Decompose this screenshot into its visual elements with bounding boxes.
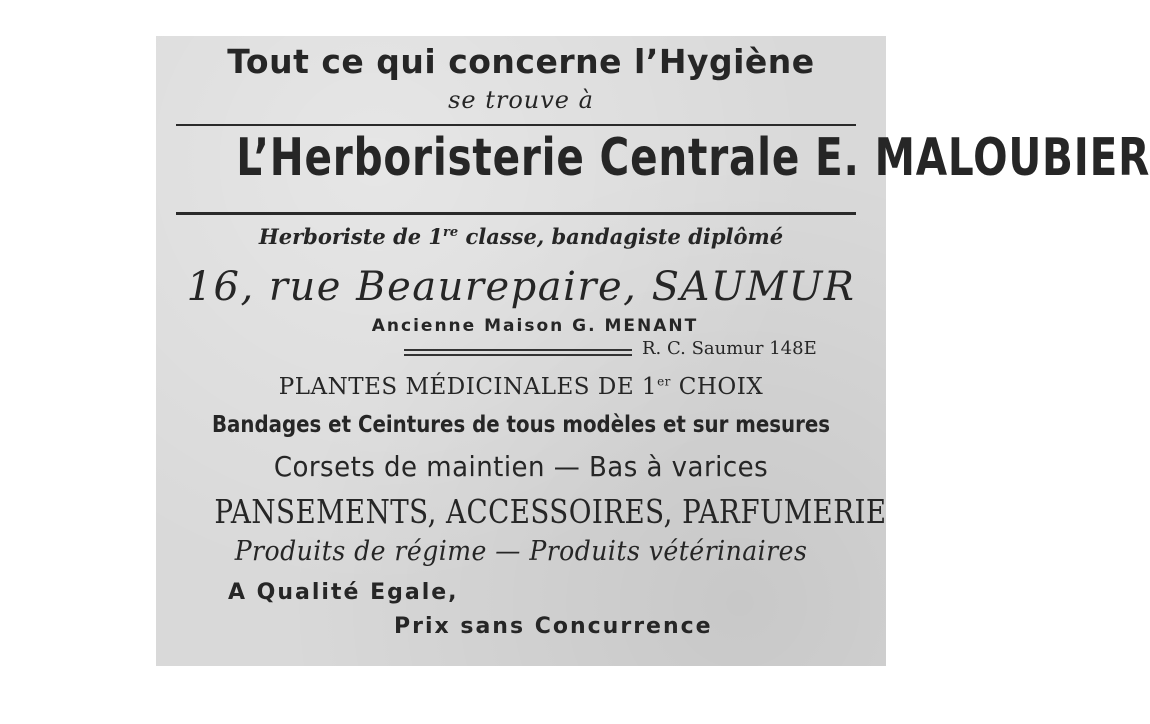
newspaper-advertisement	[156, 36, 1150, 666]
double-rule-divider	[404, 349, 632, 356]
shop-name: L’Herboristerie Centrale E. MALOUBIER	[236, 128, 1150, 188]
top-rule-divider	[176, 124, 856, 126]
qualification-line	[156, 224, 886, 249]
produits-line: Produits de régime — Produits vétérinaires	[234, 536, 808, 567]
corsets-line: Corsets de maintien — Bas à varices	[273, 450, 769, 483]
plants-line	[156, 374, 886, 400]
bandages-line: Bandages et Ceintures de tous modèles et sur mesures	[211, 412, 831, 438]
headline: Tout ce qui concerne l’Hygiène	[227, 42, 815, 81]
former-house: Ancienne Maison G. MENANT	[371, 316, 699, 336]
plants-superscript: er	[657, 374, 671, 389]
slogan-line-1: A Qualité Egale,	[228, 580, 459, 605]
qualification-text-post: classe, bandagiste diplômé	[458, 224, 784, 249]
registry-number: R. C. Saumur 148E	[642, 338, 817, 359]
plants-text-post: CHOIX	[670, 374, 764, 400]
bottom-rule-divider	[176, 212, 856, 215]
qualification-superscript: re	[443, 225, 459, 240]
slogan-line-2: Prix sans Concurrence	[394, 614, 713, 639]
plants-text-pre: PLANTES MÉDICINALES DE 1	[278, 374, 658, 400]
pansements-line: PANSEMENTS, ACCESSOIRES, PARFUMERIE	[214, 492, 887, 531]
qualification-text-pre: Herboriste de 1	[258, 224, 444, 249]
subheadline: se trouve à	[448, 86, 594, 114]
address: 16, rue Beaurepaire, SAUMUR	[186, 264, 856, 310]
